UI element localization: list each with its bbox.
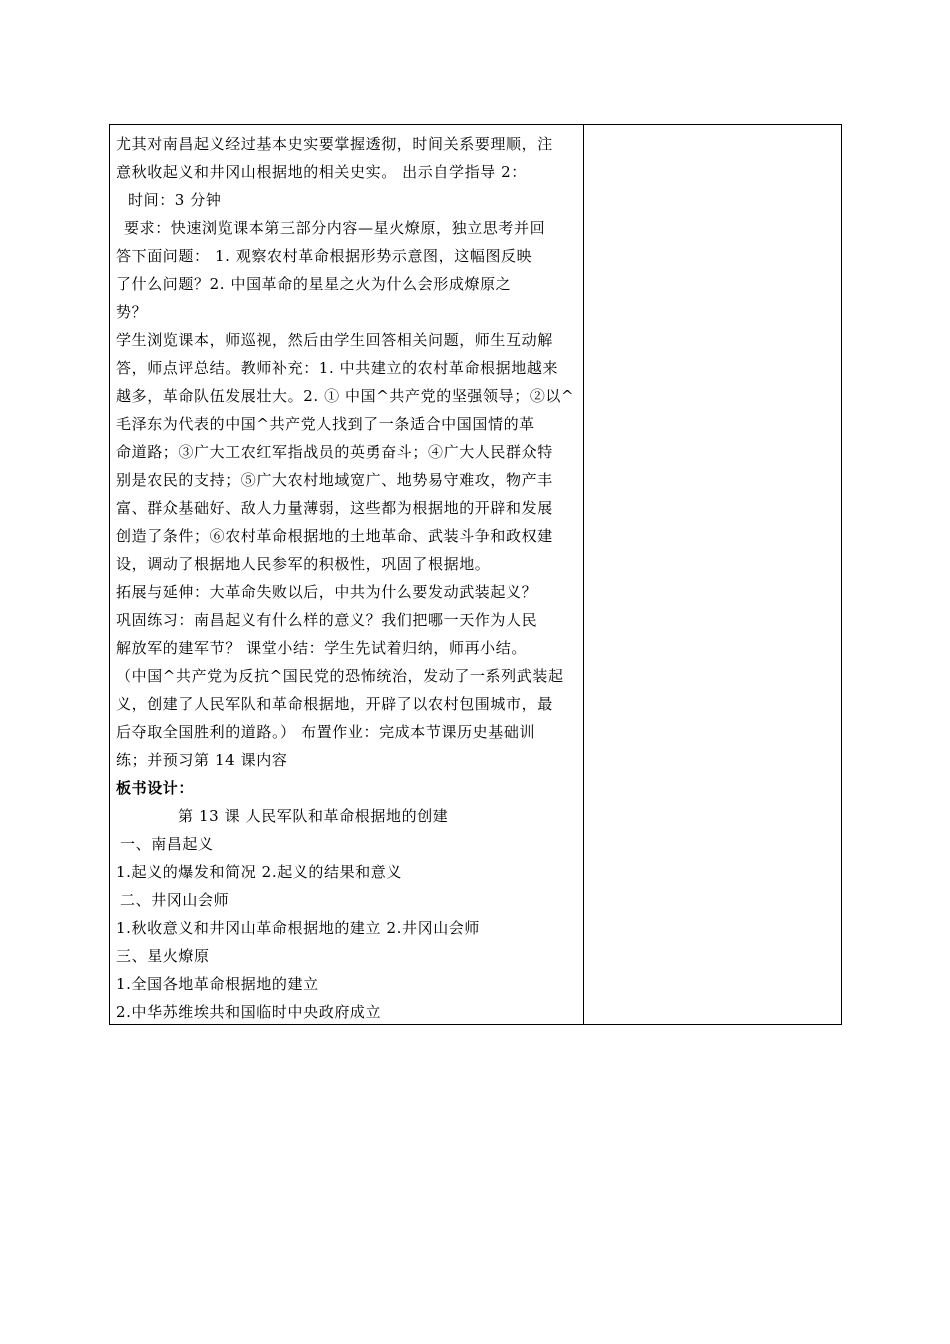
notes-cell (584, 125, 841, 1024)
lesson-content-cell (110, 125, 584, 1024)
text-line: 答，师点评总结。教师补充：1. 中共建立的农村革命根据地越来 (116, 359, 559, 377)
text-line: （中国^共产党为反抗^国民党的恐怖统治，发动了一系列武装起 (116, 667, 564, 685)
text-line: 拓展与延伸：大革命失败以后，中共为什么要发动武装起义？ (116, 583, 538, 601)
board-item: 1.起义的爆发和简况 2.起义的结果和意义 (116, 863, 402, 881)
board-item: 1.秋收意义和井冈山革命根据地的建立 2.井冈山会师 (116, 919, 480, 937)
text-line: 答下面问题： 1. 观察农村革命根据形势示意图，这幅图反映 (116, 247, 533, 265)
text-line: 毛泽东为代表的中国^共产党人找到了一条适合中国国情的革 (116, 415, 535, 433)
board-title: 第 13 课 人民军队和革命根据地的创建 (178, 807, 449, 825)
board-section-heading: 三、星火燎原 (116, 947, 210, 965)
text-line: 势？ (116, 303, 148, 321)
board-section-heading: 二、井冈山会师 (120, 891, 230, 909)
text-line: 学生浏览课本，师巡视，然后由学生回答相关问题，师生互动解 (116, 331, 553, 349)
text-line: 时间：3 分钟 (128, 191, 222, 209)
text-line: 练；并预习第 14 课内容 (116, 751, 288, 769)
text-line: 越多，革命队伍发展壮大。2. ① 中国^共产党的坚强领导；②以^ (116, 387, 575, 405)
text-line: 尤其对南昌起义经过基本史实要掌握透彻，时间关系要理顺，注 (116, 135, 553, 153)
board-item: 1.全国各地革命根据地的建立 (116, 975, 319, 993)
text-line: 了什么问题？2. 中国革命的星星之火为什么会形成燎原之 (116, 275, 512, 293)
board-item: 2.中华苏维埃共和国临时中央政府成立 (116, 1003, 382, 1021)
text-line: 巩固练习：南昌起义有什么样的意义？我们把哪一天作为人民 (116, 611, 538, 629)
lesson-plan-table (109, 124, 842, 1025)
board-section-heading: 一、南昌起义 (120, 835, 214, 853)
text-line: 富、群众基础好、敌人力量薄弱，这些都为根据地的开辟和发展 (116, 499, 553, 517)
text-line: 创造了条件；⑥农村革命根据地的土地革命、武装斗争和政权建 (116, 527, 553, 545)
text-line: 意秋收起义和井冈山根据地的相关史实。 出示自学指导 2： (116, 163, 527, 181)
text-line: 后夺取全国胜利的道路。） 布置作业：完成本节课历史基础训 (116, 723, 536, 741)
text-line: 别是农民的支持；⑤广大农村地域宽广、地势易守难攻，物产丰 (116, 471, 553, 489)
text-line: 命道路；③广大工农红军指战员的英勇奋斗；④广大人民群众特 (116, 443, 553, 461)
text-line: 解放军的建军节？ 课堂小结：学生先试着归纳，师再小结。 (116, 639, 527, 657)
text-line: 义，创建了人民军队和革命根据地，开辟了以农村包围城市，最 (116, 695, 553, 713)
text-line: 设，调动了根据地人民参军的积极性，巩固了根据地。 (116, 555, 491, 573)
board-design-heading: 板书设计： (116, 779, 195, 797)
text-line: 要求：快速浏览课本第三部分内容—星火燎原，独立思考并回 (124, 219, 546, 237)
